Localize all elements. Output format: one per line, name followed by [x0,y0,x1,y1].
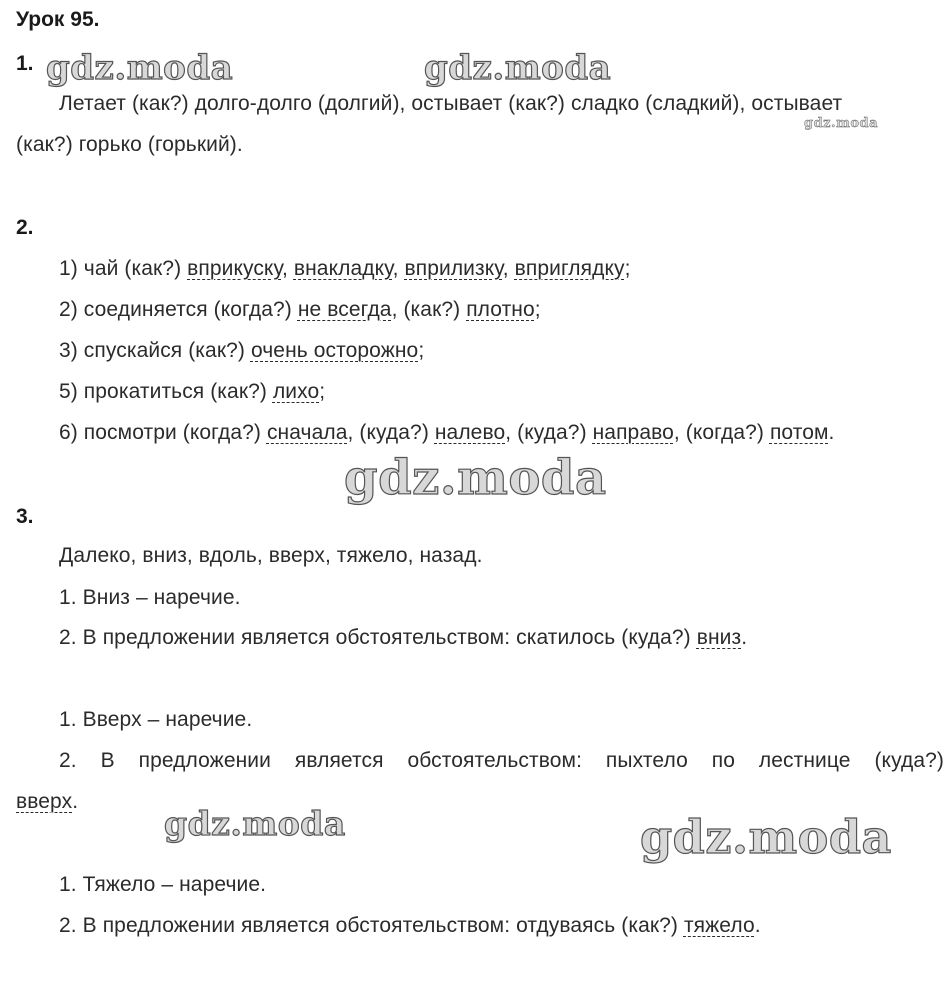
item-text: 2. В предложении является обстоятельством: отдуваясь (как?) [59,914,684,937]
item-text: . [754,914,761,937]
item-text: . [828,421,835,444]
item-text: ; [418,339,425,362]
task-1-line-2: (как?) горько (горький). [16,133,243,156]
task-3-b2-line-1: 2. В предложении является обстоятельством: пыхтело по лестнице (куда?) [59,749,944,772]
task-3-c1: 1. Тяжело – наречие. [59,873,267,896]
task-3-a1: 1. Вниз – наречие. [59,586,241,609]
item-text: ; [534,298,541,321]
underlined-word: налево [434,421,506,444]
underlined-word: сначала [266,421,348,444]
item-text: , (когда?) [673,421,770,444]
item-text: , [281,257,294,280]
item-text: 3) спускайся (как?) [59,339,251,362]
task-3-b2-line-2 [16,790,78,814]
task-3-a2 [59,626,747,650]
item-text: 1) чай (как?) [59,257,188,280]
underlined-word: внакладку [293,257,393,280]
watermark: gdz.moda [804,116,879,131]
underlined-word: потом [769,421,829,444]
item-text: 5) прокатиться (как?) [59,380,273,403]
underlined-word: лихо [272,380,320,403]
watermark: gdz.moda [344,450,607,506]
task-3-number: 3. [16,505,34,528]
underlined-word: вверх [16,790,73,813]
item-text: , (куда?) [505,421,593,444]
task-1-line-1: Летает (как?) долго-долго (долгий), остывает (как?) сладко (сладкий), остывает [59,92,843,115]
watermark: gdz.moda [424,48,612,88]
task-1-number: 1. [16,52,34,75]
task-3-words: Далеко, вниз, вдоль, вверх, тяжело, назад. [59,544,483,567]
watermark: gdz.moda [46,48,234,88]
task-3-b1: 1. Вверх – наречие. [59,708,253,731]
item-text: , [502,257,515,280]
item-text: , [392,257,405,280]
underlined-word: вприкуску [187,257,282,280]
item-text: . [741,626,748,649]
underlined-word: не всегда [297,298,392,321]
item-text: 2) соединяется (когда?) [59,298,298,321]
task-2-item-2 [59,298,541,322]
underlined-word: вниз [696,626,742,649]
underlined-word: плотно [466,298,535,321]
task-3-c2 [59,914,761,938]
watermark: gdz.moda [640,810,892,864]
underlined-word: тяжело [683,914,755,937]
task-2-item-6 [59,421,834,445]
item-text: . [72,790,79,813]
task-2-item-3 [59,339,424,363]
item-text: ; [624,257,631,280]
lesson-title: Урок 95. [16,8,100,31]
item-text: ; [319,380,326,403]
item-text: , (как?) [391,298,467,321]
item-text: 6) посмотри (когда?) [59,421,267,444]
task-2-number: 2. [16,216,34,239]
underlined-word: очень осторожно [250,339,419,362]
watermark: gdz.moda [164,804,346,843]
underlined-word: направо [592,421,674,444]
item-text: 2. В предложении является обстоятельством: скатилось (куда?) [59,626,697,649]
underlined-word: вприлизку [404,257,503,280]
task-2-item-1 [59,257,631,281]
underlined-word: вприглядку [514,257,625,280]
item-text: , (куда?) [347,421,435,444]
task-2-item-5 [59,380,325,404]
